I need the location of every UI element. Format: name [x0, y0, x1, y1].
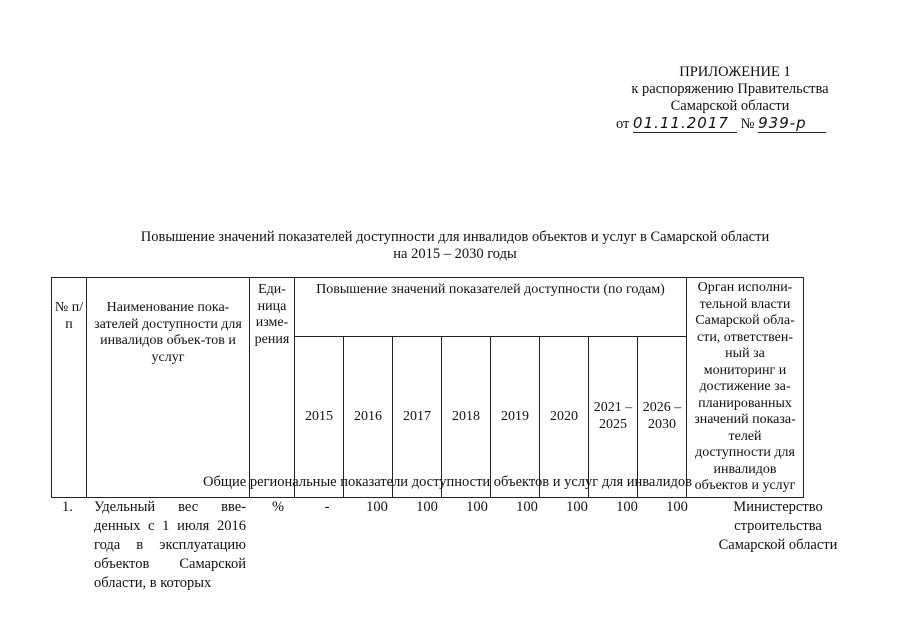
row1-value-2017: 100: [416, 499, 438, 515]
row1-name: Удельный вес вве-денных с 1 июля 2016 года в эксплуатацию объектов Самарской области, в которых: [94, 499, 246, 591]
row1-value-2016: 100: [366, 499, 388, 515]
row1-value-2026-2030: 100: [666, 499, 688, 515]
annex-date-number: [600, 115, 860, 133]
year-2021-2025: 2021 – 2025: [589, 337, 638, 498]
row1-unit: %: [272, 499, 285, 515]
handwritten-date: 01.11.2017: [633, 115, 737, 133]
year-2016: 2016: [344, 337, 393, 498]
from-label: от: [616, 116, 630, 132]
year-2017: 2017: [393, 337, 442, 498]
document-title-line2: на 2015 – 2030 годы: [393, 246, 517, 262]
row1-value-2020: 100: [566, 499, 588, 515]
row1-value-2018: 100: [466, 499, 488, 515]
year-2018: 2018: [442, 337, 491, 498]
annex-line3: Самарской области: [670, 98, 790, 114]
annex-line2: к распоряжению Правительства: [631, 81, 829, 97]
indicators-table: [51, 277, 804, 498]
header-name: Наименование пока-зателей доступности для инвалидов объек-тов и услуг: [87, 278, 250, 498]
header-num: № п/п: [52, 278, 87, 498]
header-unit: Еди-ница изме-рения: [250, 278, 295, 498]
row1-value-2021-2025: 100: [616, 499, 638, 515]
row1-org: Министерство строительства Самарской области: [718, 499, 838, 553]
row1-value-2019: 100: [516, 499, 538, 515]
year-2026-2030: 2026 – 2030: [638, 337, 687, 498]
year-2015: 2015: [295, 337, 344, 498]
header-org: Орган исполни-тельной власти Самарской обла-сти, ответствен-ный за мониторинг и достижение за-планированных значений показа-телей доступности для инвалидов объектов и услуг: [687, 278, 804, 498]
annex-title: ПРИЛОЖЕНИЕ 1: [679, 64, 791, 80]
row1-value-2015: -: [324, 499, 330, 515]
year-2020: 2020: [540, 337, 589, 498]
document-title: [60, 229, 850, 263]
year-2019: 2019: [491, 337, 540, 498]
header-values: Повышение значений показателей доступности (по годам): [295, 278, 687, 337]
annex-header: [600, 64, 860, 133]
section-title: Общие региональные показатели доступности объектов и услуг для инвалидов: [203, 474, 692, 490]
handwritten-number: 939-р: [758, 115, 826, 133]
number-label: №: [740, 116, 755, 132]
row1-num: 1.: [62, 499, 73, 515]
document-title-line1: Повышение значений показателей доступности для инвалидов объектов и услуг в Самарской области: [140, 229, 770, 245]
